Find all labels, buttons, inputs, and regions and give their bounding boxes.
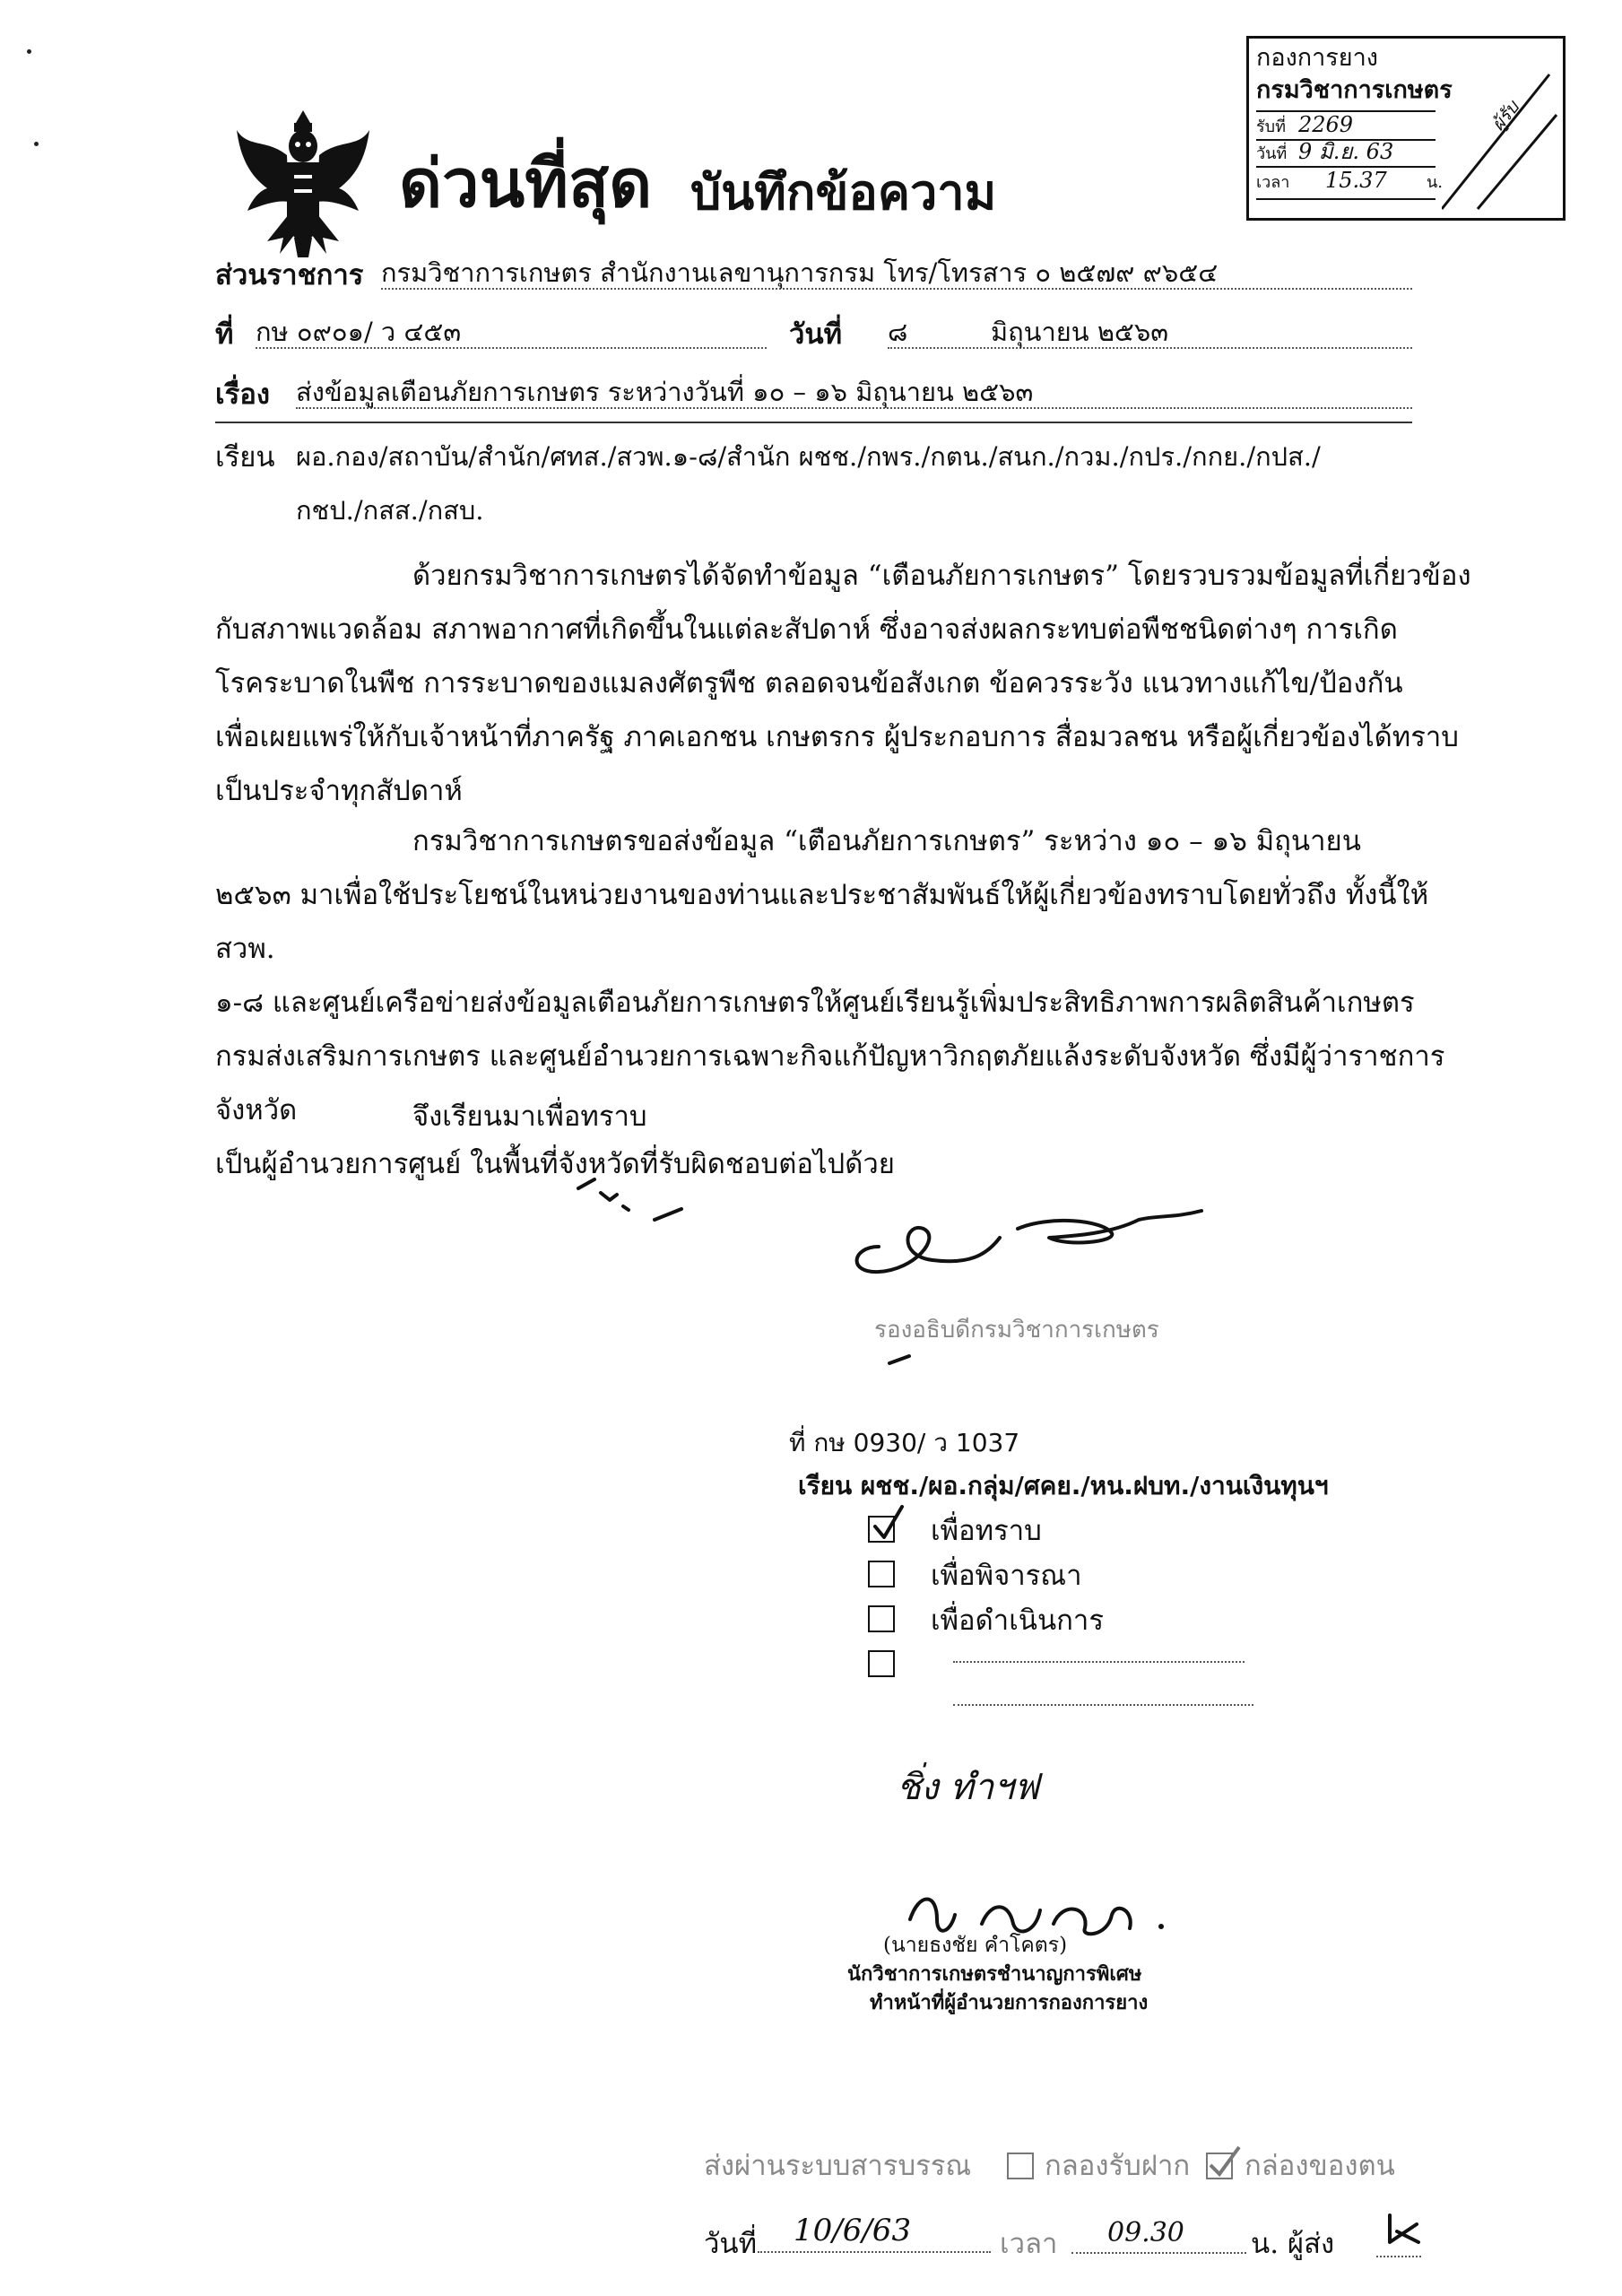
footer-unit-sender: น. ผู้ส่ง bbox=[1251, 2228, 1335, 2260]
subject-label: เรื่อง bbox=[215, 378, 271, 411]
checkbox[interactable] bbox=[868, 1561, 895, 1587]
closing-line: จึงเรียนมาเพื่อทราบ bbox=[412, 1100, 647, 1133]
routing-option[interactable] bbox=[868, 1560, 1082, 1605]
garuda-emblem-icon bbox=[231, 103, 375, 260]
routing-option-label: เพื่อพิจารณา bbox=[931, 1560, 1082, 1592]
officer-acting-title: ทำหน้าที่ผู้อำนวยการกองการยาง bbox=[870, 1991, 1149, 2014]
subject-value: ส่งข้อมูลเตือนภัยการเกษตร ระหว่างวันที่ ๑๐ – ๑๖ มิถุนายน ๒๕๖๓ bbox=[296, 379, 1412, 409]
checkmark-icon bbox=[870, 1503, 906, 1543]
body-line: ๒๕๖๓ มาเพื่อใช้ประโยชน์ในหน่วยงานของท่านและประชาสัมพันธ์ให้ผู้เกี่ยวข้องทราบโดยทั่วถึง ทั้งนี้ให้ สวพ. bbox=[215, 879, 1429, 965]
ref-value: กษ ๐๙๐๑/ ว ๔๕๓ bbox=[256, 319, 767, 349]
footer-checkbox-inbox[interactable] bbox=[1007, 2152, 1034, 2179]
checkbox[interactable] bbox=[868, 1605, 895, 1632]
body-line: กรมส่งเสริมการเกษตร และศูนย์อำนวยการเฉพาะกิจแก้ปัญหาวิกฤตภัยแล้งระดับจังหวัด ซึ่งมีผู้ว่าราชการจังหวัด bbox=[215, 1040, 1445, 1126]
checkmark-icon bbox=[1206, 2144, 1242, 2179]
agency-value: กรมวิชาการเกษตร สำนักงานเลขานุการกรม โทร/โทรสาร ๐ ๒๕๗๙ ๙๖๕๔ bbox=[381, 260, 1412, 290]
urgency-heading: ด่วนที่สุด bbox=[399, 145, 653, 222]
stamp-time-value: 15.37 bbox=[1325, 168, 1387, 193]
stamp-date-value: 9 มิ.ย. 63 bbox=[1298, 139, 1394, 164]
date-label: วันที่ bbox=[789, 318, 843, 351]
footer-date-label: วันที่ bbox=[704, 2228, 758, 2260]
blank-option-line bbox=[953, 1661, 1245, 1663]
pen-mark bbox=[888, 1350, 915, 1368]
footer-time-value: 09.30 bbox=[1071, 2220, 1246, 2254]
footer-option-2: กล่องของตน bbox=[1245, 2150, 1395, 2182]
stamp-division: กองการยาง bbox=[1256, 44, 1378, 72]
stamp-date-label: วันที่ bbox=[1256, 144, 1288, 163]
date-month-year: มิถุนายน ๒๕๖๓ bbox=[991, 317, 1169, 347]
date-day: ๘ bbox=[888, 317, 908, 347]
to-label: เรียน bbox=[215, 441, 275, 474]
routing-ref: ที่ กษ 0930/ ว 1037 bbox=[789, 1428, 1020, 1457]
ref-label: ที่ bbox=[215, 318, 234, 351]
scan-speck bbox=[27, 49, 31, 54]
agency-label: ส่วนราชการ bbox=[215, 259, 364, 291]
routing-options bbox=[868, 1515, 1104, 1722]
routing-option-label: เพื่อดำเนินการ bbox=[931, 1605, 1104, 1637]
footer-time-label: เวลา bbox=[1000, 2228, 1058, 2260]
routing-option-label: เพื่อทราบ bbox=[931, 1515, 1042, 1547]
footer-date-value: 10/6/63 bbox=[758, 2215, 991, 2253]
to-line-1: ผอ.กอง/สถาบัน/สำนัก/ศทส./สวพ.๑-๘/สำนัก ผชช./กพร./กตน./สนก./กวม./กปร./กกย./กปส./ bbox=[296, 441, 1321, 472]
stamp-no-label: รับที่ bbox=[1256, 117, 1286, 136]
routing-option[interactable] bbox=[868, 1515, 1042, 1561]
routing-to: เรียน ผชช./ผอ.กลุ่ม/ศคย./หน.ฝบท./งานเงินทุนฯ bbox=[798, 1471, 1329, 1500]
officer-position: นักวิชาการเกษตรชำนาญการพิเศษ bbox=[847, 1962, 1142, 1986]
stamp-time-unit: น. bbox=[1427, 173, 1444, 192]
body-line: ด้วยกรมวิชาการเกษตรได้จัดทำข้อมูล “เตือนภัยการเกษตร” โดยรวบรวมข้อมูลที่เกี่ยวข้อง bbox=[412, 560, 1471, 592]
to-line-2: กชป./กสส./กสบ. bbox=[296, 495, 484, 526]
sender-initial-mark bbox=[1381, 2206, 1426, 2251]
body-line: ๑-๘ และศูนย์เครือข่ายส่งข้อมูลเตือนภัยการเกษตรให้ศูนย์เรียนรู้เพิ่มประสิทธิภาพการผลิตสินค้าเกษตร bbox=[215, 987, 1415, 1019]
body-line: กับสภาพแวดล้อม สภาพอากาศที่เกิดขึ้นในแต่ละสัปดาห์ ซึ่งอาจส่งผลกระทบต่อพืชชนิดต่างๆ การเกิด bbox=[215, 613, 1398, 646]
handwritten-note: ชิ่ง ทำฯฟ bbox=[897, 1767, 1040, 1808]
body-paragraph-2 bbox=[215, 814, 1488, 1191]
footer-system-label: ส่งผ่านระบบสารบรรณ bbox=[704, 2150, 972, 2182]
body-paragraph-1 bbox=[215, 549, 1488, 818]
footer-option-1: กลองรับฝาก bbox=[1045, 2150, 1191, 2182]
receiving-stamp bbox=[1246, 36, 1566, 221]
checkbox[interactable] bbox=[868, 1650, 895, 1677]
date-value bbox=[888, 319, 1412, 349]
body-line: เป็นประจำทุกสัปดาห์ bbox=[215, 775, 463, 807]
scan-speck bbox=[34, 142, 39, 146]
footer-sender-line bbox=[1376, 2256, 1421, 2257]
stamp-diagonal-strokes bbox=[1442, 65, 1558, 213]
stamp-no-value: 2269 bbox=[1298, 112, 1354, 137]
body-line: เป็นผู้อำนวยการศูนย์ ในพื้นที่จังหวัดที่รับผิดชอบต่อไปด้วย bbox=[215, 1148, 895, 1180]
body-line: โรคระบาดในพืช การระบาดของแมลงศัตรูพืช ตลอดจนข้อสังเกต ข้อควรระวัง แนวทางแก้ไข/ป้องกัน bbox=[215, 667, 1403, 700]
routing-extra-line bbox=[868, 1695, 895, 1722]
header-rule bbox=[215, 422, 1412, 423]
initials-mark bbox=[574, 1166, 690, 1238]
blank-line bbox=[953, 1704, 1253, 1706]
stamp-side-text: ผู้รับ bbox=[1487, 96, 1523, 135]
officer-name: (นายธงชัย คำโคตร) bbox=[883, 1934, 1068, 1957]
stamp-department: กรมวิชาการเกษตร bbox=[1256, 76, 1453, 104]
routing-option[interactable] bbox=[868, 1605, 1104, 1650]
body-line: เพื่อเผยแพร่ให้กับเจ้าหน้าที่ภาครัฐ ภาคเอกชน เกษตรกร ผู้ประกอบการ สื่อมวลชน หรือผู้เกี่ยวข้องได้ทราบ bbox=[215, 721, 1459, 753]
signatory-position: รองอธิบดีกรมวิชาการเกษตร bbox=[874, 1317, 1159, 1344]
stamp-time-label: เวลา bbox=[1256, 173, 1290, 192]
body-line: กรมวิชาการเกษตรขอส่งข้อมูล “เตือนภัยการเกษตร” ระหว่าง ๑๐ – ๑๖ มิถุนายน bbox=[412, 825, 1361, 857]
director-signature bbox=[843, 1193, 1219, 1292]
stamp-divider bbox=[1256, 198, 1436, 200]
memo-title: บันทึกข้อความ bbox=[690, 164, 997, 221]
routing-option[interactable] bbox=[868, 1650, 895, 1695]
